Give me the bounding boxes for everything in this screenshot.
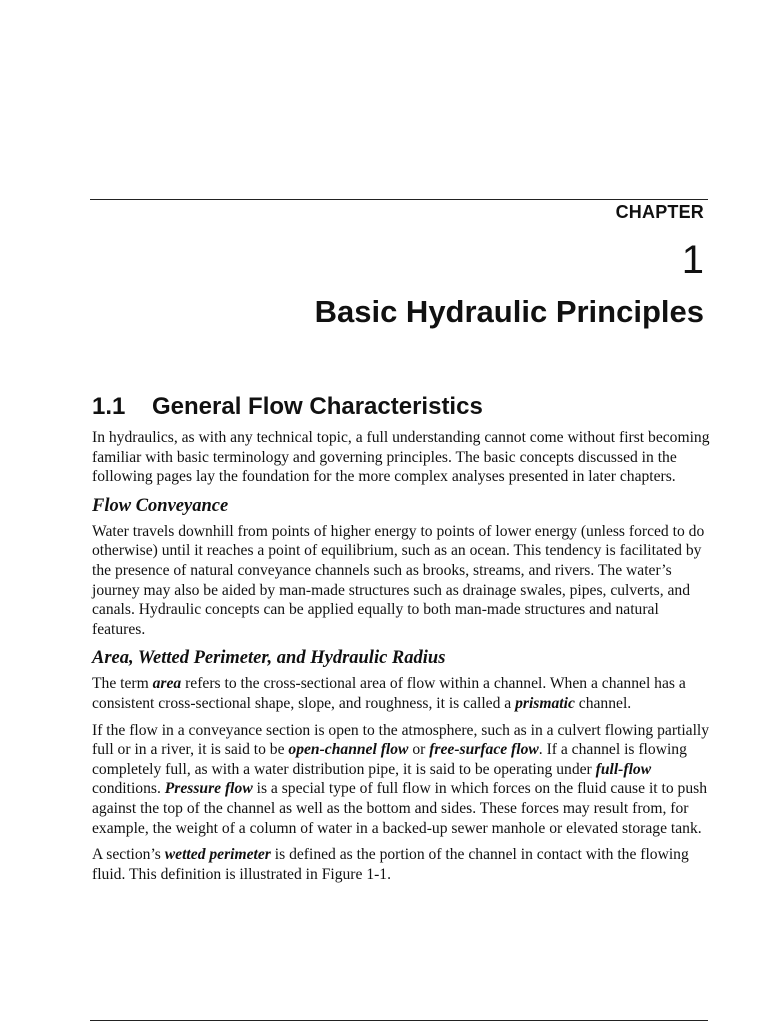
term-free-surface-flow: free-surface flow [429, 741, 539, 759]
page-body [92, 390, 712, 891]
intro-paragraph: In hydraulics, as with any technical topic, a full understanding cannot come without first becoming familiar with basic terminology and governing principles. The basic concepts discussed in the following pages lay the foundation for the more complex analyses presented in later chapters. [92, 429, 710, 486]
text-run: The term [92, 675, 153, 693]
section-number: 1.1 [92, 393, 126, 420]
wetted-perimeter-paragraph [92, 845, 712, 884]
text-run: conditions. [92, 780, 165, 798]
text-run: refers to the cross-sectional area of flow within a channel. When a channel has a consistent cross-sectional shape, slope, and roughness, it is called a [92, 675, 686, 712]
bottom-rule [90, 1020, 708, 1021]
chapter-label: CHAPTER [615, 202, 704, 222]
chapter-title: Basic Hydraulic Principles [314, 294, 704, 329]
flow-types-paragraph [92, 721, 712, 839]
area-heading: Area, Wetted Perimeter, and Hydraulic Radius [92, 648, 446, 669]
term-pressure-flow: Pressure flow [164, 780, 253, 798]
term-wetted-perimeter: wetted perimeter [164, 846, 271, 864]
text-run: If the flow in a conveyance section is open to the atmosphere, such as in a culvert flowing partially full or in a river, it is said to be [92, 721, 710, 759]
term-full-flow: full-flow [595, 760, 652, 778]
term-area: area [152, 675, 182, 693]
text-run: is defined as the portion of the channel in contact with the flowing fluid. This definition is illustrated in Figure 1-1. [92, 846, 689, 883]
section-title: General Flow Characteristics [152, 393, 483, 420]
text-run: . If a channel is flowing completely full, as with a water distribution pipe, it is said to be operating under [92, 741, 687, 778]
term-prismatic: prismatic [515, 694, 575, 712]
text-run: is a special type of full flow in which forces on the fluid cause it to push against the top of the channel as well as the bottom and sides. These forces may result from, for example, the weight of a column of water in a backed-up sewer manhole or elevated storage tank. [92, 780, 707, 837]
area-paragraph [92, 674, 712, 713]
chapter-number: 1 [681, 238, 704, 282]
top-rule [90, 199, 708, 200]
flow-conveyance-heading: Flow Conveyance [92, 495, 229, 516]
text-run: or [408, 741, 430, 759]
term-open-channel-flow: open-channel flow [288, 741, 409, 759]
flow-conveyance-paragraph: Water travels downhill from points of higher energy to points of lower energy (unless forced to do otherwise) until it reaches a point of equilibrium, such as an ocean. This tendency is facilitated by the presence of natural conveyance channels such as brooks, streams, and rivers. The water’s journey may also be aided by man-made structures such as drainage swales, pipes, culverts, and canals. Hydraulic concepts can be applied equally to both man-made structures and natural features. [92, 522, 705, 638]
section-heading [92, 390, 712, 424]
text-run: channel. [574, 694, 632, 712]
text-run: A section’s [92, 846, 165, 864]
